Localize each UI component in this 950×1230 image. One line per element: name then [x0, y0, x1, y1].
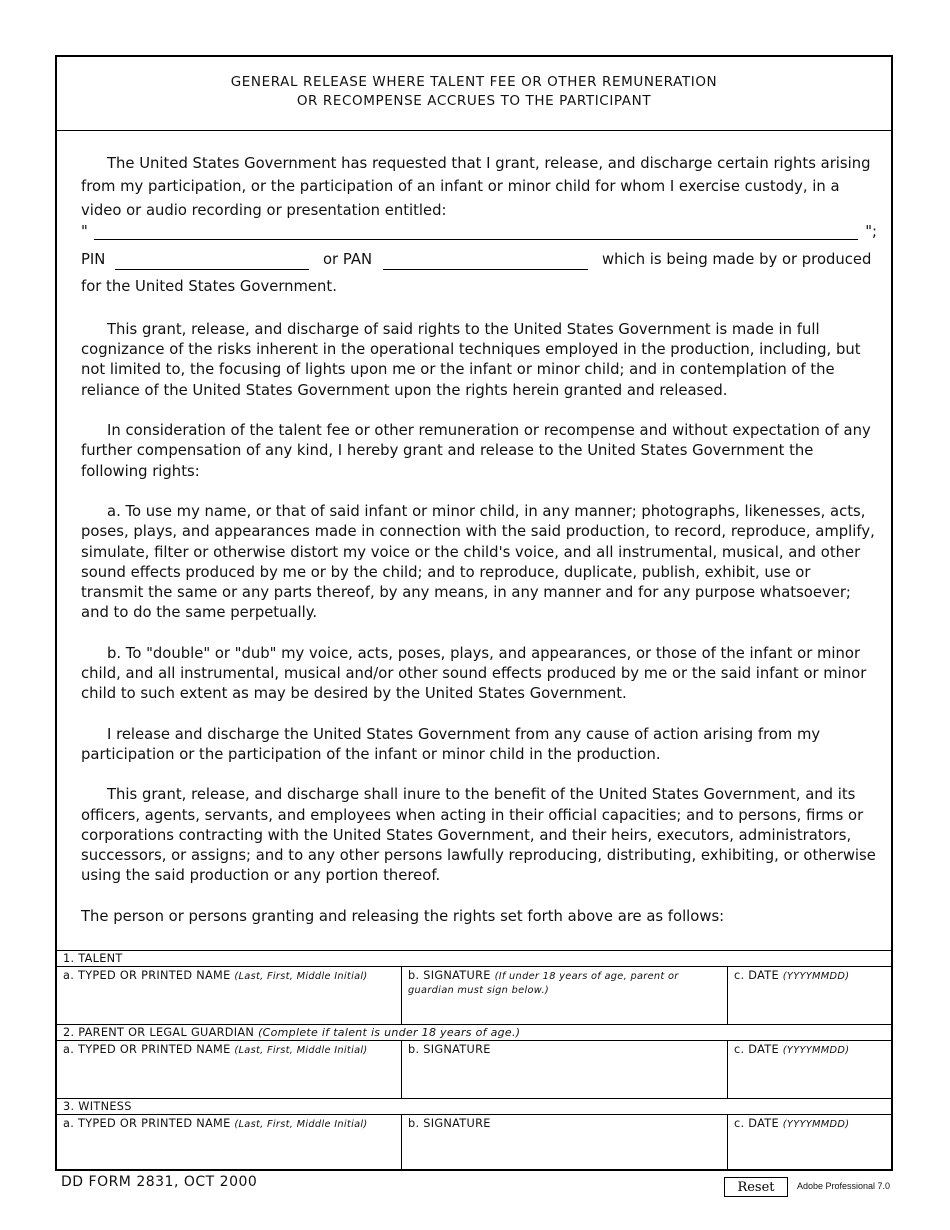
presentation-title-field[interactable] [94, 239, 858, 240]
signature-grid [57, 950, 891, 1170]
witness-signature-label: b. SIGNATURE [408, 1117, 491, 1130]
talent-header: 1. TALENT [57, 950, 891, 967]
talent-name-note: (Last, First, Middle Initial) [234, 971, 368, 982]
guardian-header [57, 1024, 891, 1041]
talent-date-label: c. DATE [734, 969, 779, 982]
guardian-date-note: (YYYYMMDD) [782, 1045, 850, 1056]
witness-name-note: (Last, First, Middle Initial) [234, 1119, 368, 1130]
guardian-date-label: c. DATE [734, 1043, 779, 1056]
witness-row [57, 1115, 891, 1170]
witness-date-field[interactable] [727, 1115, 891, 1170]
form-title-line-1: GENERAL RELEASE WHERE TALENT FEE OR OTHER REMUNERATION [230, 74, 718, 90]
guardian-header-note: (Complete if talent is under 18 years of age.) [258, 1026, 521, 1039]
pin-label: PIN [81, 250, 106, 268]
pan-field[interactable] [383, 269, 588, 270]
pin-pan-row [81, 246, 877, 276]
talent-date-note: (YYYYMMDD) [782, 971, 850, 982]
talent-name-field[interactable] [57, 967, 401, 1024]
paragraph-inure: This grant, release, and discharge shall inure to the benefit of the United States Government, and its officers, agents, servants, and employees when acting in their official capacities; and to persons, firms or corporations contracting with the United States Government, and their heirs, executors, administrators, successors, or assigns; and to any other persons lawfully reproducing, distributing, exhibiting, or otherwise using the said production or any portion thereof. [81, 786, 876, 885]
paragraph-persons: The person or persons granting and releasing the rights set forth above are as follows: [81, 907, 725, 925]
guardian-name-label: a. TYPED OR PRINTED NAME [63, 1043, 231, 1056]
talent-date-field[interactable] [727, 967, 891, 1024]
guardian-signature-field[interactable] [401, 1041, 727, 1098]
guardian-name-field[interactable] [57, 1041, 401, 1098]
witness-signature-field[interactable] [401, 1115, 727, 1170]
paragraph-discharge: I release and discharge the United States Government from any cause of action arising from my participation or the participation of the infant or minor child in the production. [81, 725, 821, 763]
guardian-header-label: 2. PARENT OR LEGAL GUARDIAN [63, 1026, 255, 1039]
form-title-line-2: OR RECOMPENSE ACCRUES TO THE PARTICIPANT [296, 93, 652, 109]
witness-name-label: a. TYPED OR PRINTED NAME [63, 1117, 231, 1130]
witness-name-field[interactable] [57, 1115, 401, 1170]
talent-signature-field[interactable] [401, 967, 727, 1024]
release-form [55, 55, 893, 1171]
guardian-date-field[interactable] [727, 1041, 891, 1098]
guardian-name-note: (Last, First, Middle Initial) [234, 1045, 368, 1056]
produced-label: which is being made by or produced [602, 250, 872, 268]
form-title [57, 57, 891, 131]
close-quote: "; [865, 222, 877, 240]
talent-signature-label: b. SIGNATURE [408, 969, 491, 982]
form-id: DD FORM 2831, OCT 2000 [61, 1174, 258, 1190]
presentation-title-row [81, 222, 877, 246]
guardian-signature-label: b. SIGNATURE [408, 1043, 491, 1056]
witness-date-label: c. DATE [734, 1117, 779, 1130]
software-label: Adobe Professional 7.0 [797, 1181, 891, 1191]
guardian-row [57, 1041, 891, 1098]
paragraph-request: The United States Government has requested that I grant, release, and discharge certain rights arising from my participation, or the participation of an infant or minor child for whom I exercise custody, in a video or audio recording or presentation entitled: [81, 155, 871, 219]
paragraph-right-a: a. To use my name, or that of said infant or minor child, in any manner; photographs, likenesses, acts, poses, plays, and appearances made in connection with the said production, to record, reproduce, amplify, simulate, filter or otherwise distort my voice or the child's voice, and all instrumental, musical, and other sound effects produced by me or by the child; and to reproduce, duplicate, publish, exhibit, use or transmit the same or any parts thereof, by any means, in any manner and for any purpose whatsoever; and to do the same perpetually. [81, 502, 875, 622]
paragraph-right-b: b. To "double" or "dub" my voice, acts, poses, plays, and appearances, or those of the infant or minor child, and all instrumental, musical and/or other sound effects produced by me or the said infant or minor child to such extent as may be desired by the United States Government. [81, 644, 867, 703]
paragraph-cognizance: This grant, release, and discharge of said rights to the United States Government is made in full cognizance of the risks inherent in the operational techniques employed in the production, including, but not limited to, the focusing of lights upon me or the infant or minor child; and in contemplation of the reliance of the United States Government upon the rights herein granted and released. [81, 320, 861, 399]
release-text [81, 131, 877, 927]
open-quote: " [81, 222, 88, 240]
talent-name-label: a. TYPED OR PRINTED NAME [63, 969, 231, 982]
talent-signature-note: (If under 18 years of age, parent or guardian must sign below.) [408, 971, 679, 996]
paragraph-consideration: In consideration of the talent fee or other remuneration or recompense and without expectation of any further compensation of any kind, I hereby grant and release to the United States Government the following rights: [81, 422, 871, 480]
reset-button[interactable]: Reset [724, 1177, 788, 1197]
talent-row [57, 967, 891, 1024]
witness-date-note: (YYYYMMDD) [782, 1119, 850, 1130]
witness-header: 3. WITNESS [57, 1098, 891, 1115]
pin-field[interactable] [115, 269, 309, 270]
pan-label: or PAN [323, 250, 373, 268]
produced-continuation: for the United States Government. [81, 277, 337, 295]
